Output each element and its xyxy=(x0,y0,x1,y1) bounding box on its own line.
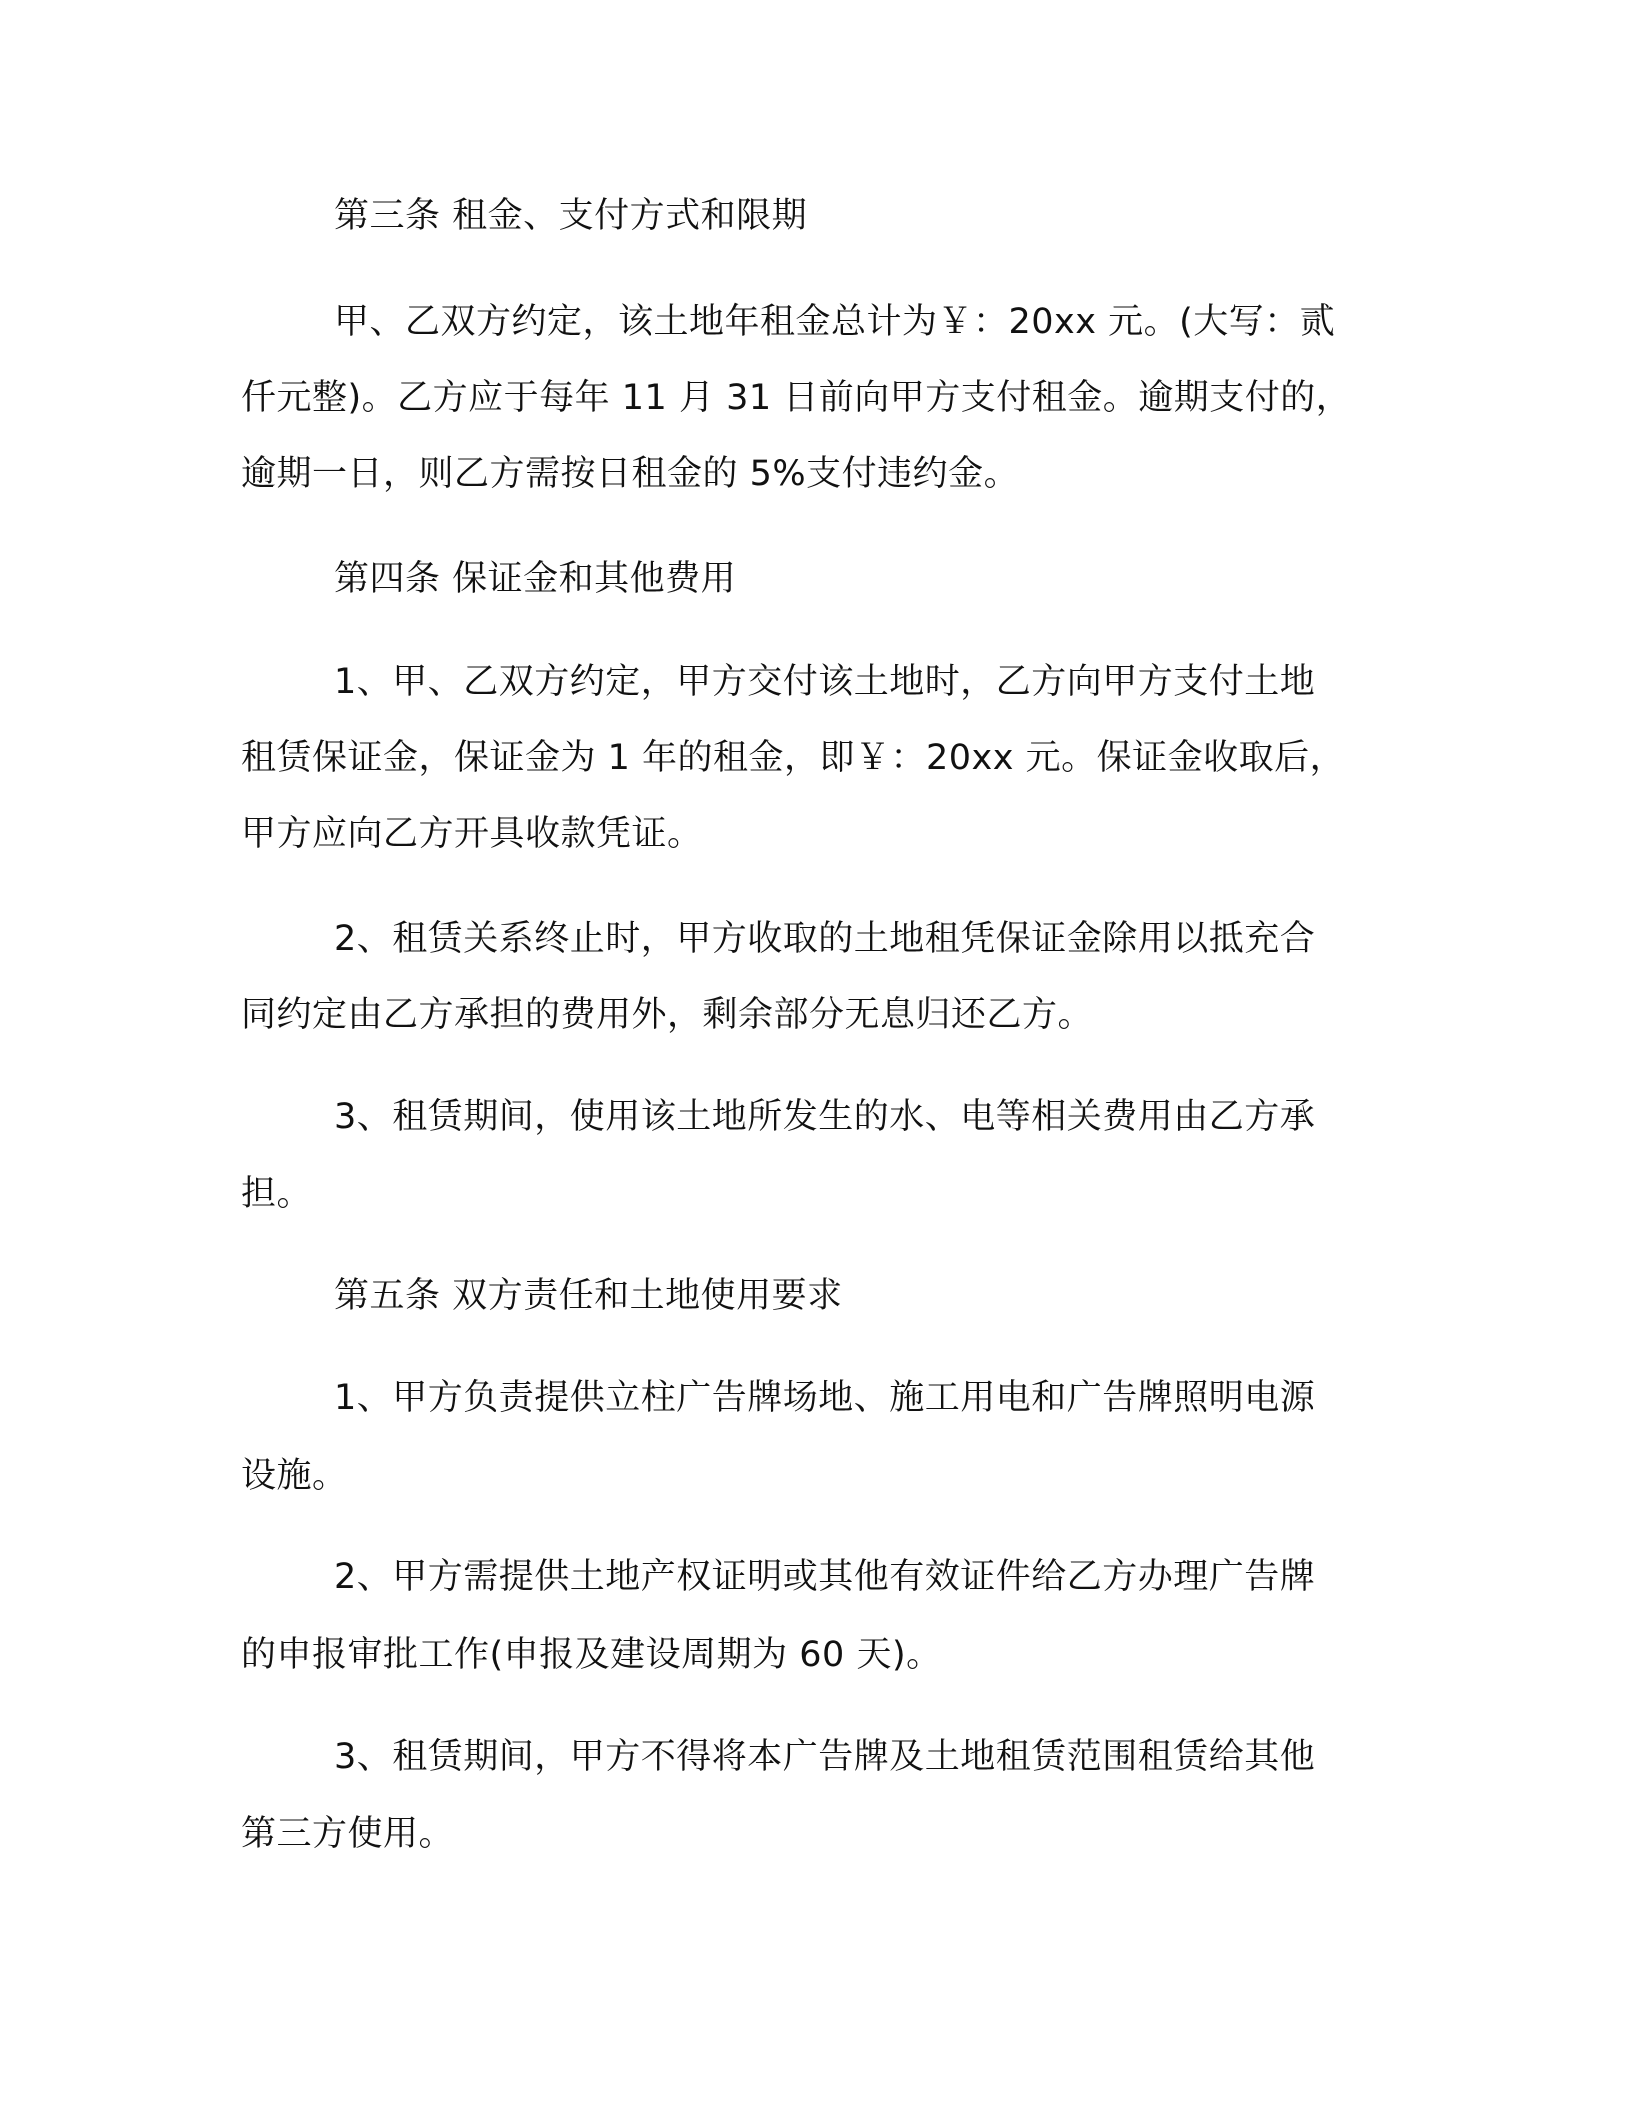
article-5-item-2-line-1: 2、甲方需提供土地产权证明或其他有效证件给乙方办理广告牌 xyxy=(334,1557,1316,1597)
article-3-heading: 第三条 租金、支付方式和限期 xyxy=(334,196,808,236)
article-4-item-1-line-1: 1、甲、乙双方约定，甲方交付该土地时，乙方向甲方支付土地 xyxy=(334,662,1316,702)
article-4-heading: 第四条 保证金和其他费用 xyxy=(334,559,737,599)
article-3-para-line-2: 仟元整)。乙方应于每年 11 月 31 日前向甲方支付租金。逾期支付的， xyxy=(241,378,1352,418)
article-3-para-line-3: 逾期一日，则乙方需按日租金的 5%支付违约金。 xyxy=(241,454,1020,494)
article-4-item-2-line-1: 2、租赁关系终止时，甲方收取的土地租凭保证金除用以抵充合 xyxy=(334,919,1316,959)
article-4-item-3-line-2: 担。 xyxy=(241,1174,313,1214)
article-5-item-3-line-2: 第三方使用。 xyxy=(241,1814,455,1854)
article-5-item-2-line-2: 的申报审批工作(申报及建设周期为 60 天)。 xyxy=(241,1635,942,1675)
article-4-item-3-line-1: 3、租赁期间，使用该土地所发生的水、电等相关费用由乙方承 xyxy=(334,1097,1316,1137)
article-5-heading: 第五条 双方责任和土地使用要求 xyxy=(334,1276,843,1316)
article-5-item-1-line-1: 1、甲方负责提供立柱广告牌场地、施工用电和广告牌照明电源 xyxy=(334,1378,1316,1418)
article-4-item-1-line-3: 甲方应向乙方开具收款凭证。 xyxy=(241,814,703,854)
article-4-item-2-line-2: 同约定由乙方承担的费用外，剩余部分无息归还乙方。 xyxy=(241,995,1094,1035)
article-3-para-line-1: 甲、乙双方约定，该土地年租金总计为￥：20xx 元。(大写：贰 xyxy=(334,302,1336,342)
article-5-item-3-line-1: 3、租赁期间，甲方不得将本广告牌及土地租赁范围租赁给其他 xyxy=(334,1737,1316,1777)
article-5-item-1-line-2: 设施。 xyxy=(241,1456,348,1496)
article-4-item-1-line-2: 租赁保证金，保证金为 1 年的租金，即￥：20xx 元。保证金收取后， xyxy=(241,738,1346,778)
